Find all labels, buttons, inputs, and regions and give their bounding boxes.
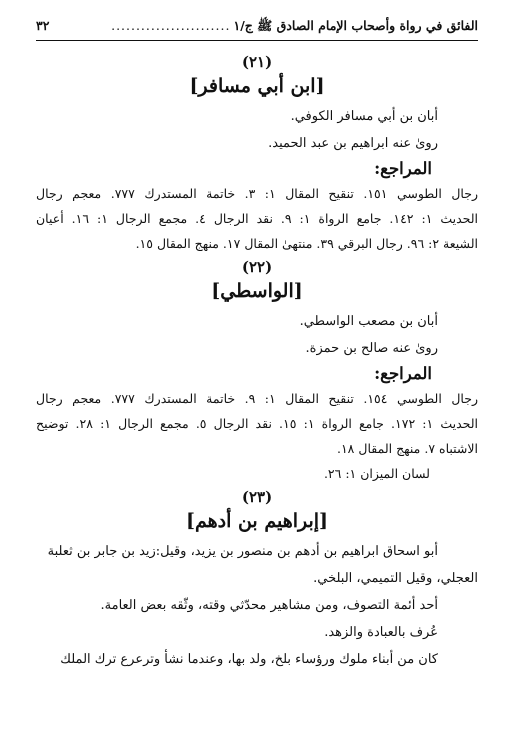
entry-21 (36, 51, 478, 256)
page-number: ٣٢ (36, 18, 50, 33)
entry-title: [الواسطي] (211, 280, 303, 302)
reference-line: الاشتباه ٧. منهج المقال ١٨. (336, 441, 478, 456)
entry-text-line: أبان بن أبي مسافر الكوفي. (290, 109, 438, 124)
entry-text-line: عُرف بالعبادة والزهد. (324, 625, 438, 640)
references-heading: المراجع: (374, 364, 432, 383)
reference-line-extra: لسان الميزان ١: ٢٦. (323, 466, 430, 481)
header-dot-leader: ........................ (111, 18, 231, 33)
header-rule (36, 40, 478, 41)
entry-number: (٢٣) (241, 488, 273, 506)
reference-line: الشيعة ٢: ٩٦. رجال البرقي ٣٩. منتهىٰ المقال ١٧. منهج المقال ١٥. (135, 236, 478, 251)
entry-23 (36, 486, 478, 673)
reference-line: الحديث ١: ١٤٢. جامع الرواة ١: ٩. نقد الرجال ٤. مجمع الرجال ١: ١٦. أعيان (36, 211, 479, 226)
entry-text-line: كان من أبناء ملوك ورؤساء بلخ، ولد بها، وعندما نشأ وترعرع ترك الملك (60, 652, 438, 667)
entry-text-line: روىٰ عنه صالح بن حمزة. (305, 341, 438, 356)
entry-title: [ابن أبي مسافر] (189, 75, 325, 97)
references-heading: المراجع: (374, 159, 432, 178)
reference-line: رجال الطوسي ١٥١. تنقيح المقال ١: ٣. خاتمة المستدرك ٧٧٧. معجم رجال (36, 186, 478, 201)
entry-text-line: أبو اسحاق ابراهيم بن أدهم بن منصور بن يزيد، وقيل:زيد بن جابر بن ثعلبة (47, 544, 438, 559)
running-header (36, 18, 478, 38)
entry-number: (٢١) (241, 53, 273, 71)
entry-text-line: أحد أئمة التصوف، ومن مشاهير محدّثي وقته، وثّقه بعض العامة. (100, 598, 438, 613)
running-title: الفائق في رواة وأصحاب الإمام الصادق ﷺ ج/١ (233, 18, 478, 33)
entry-number: (٢٢) (241, 258, 273, 276)
reference-line: رجال الطوسي ١٥٤. تنقيح المقال ١: ٩. خاتمة المستدرك ٧٧٧. معجم رجال (36, 391, 478, 406)
entry-title: [إبراهيم بن أدهم] (185, 510, 329, 532)
entry-text-line: أبان بن مصعب الواسطي. (299, 314, 438, 329)
entry-text-line: العجلي، وقيل التميمي، البلخي. (313, 571, 478, 586)
entry-22 (36, 256, 478, 486)
reference-line: الحديث ١: ١٧٢. جامع الرواة ١: ١٥. نقد الرجال ٥. مجمع الرجال ١: ٢٨. توضيح (36, 416, 479, 431)
entry-text-line: روىٰ عنه ابراهيم بن عبد الحميد. (268, 136, 438, 151)
